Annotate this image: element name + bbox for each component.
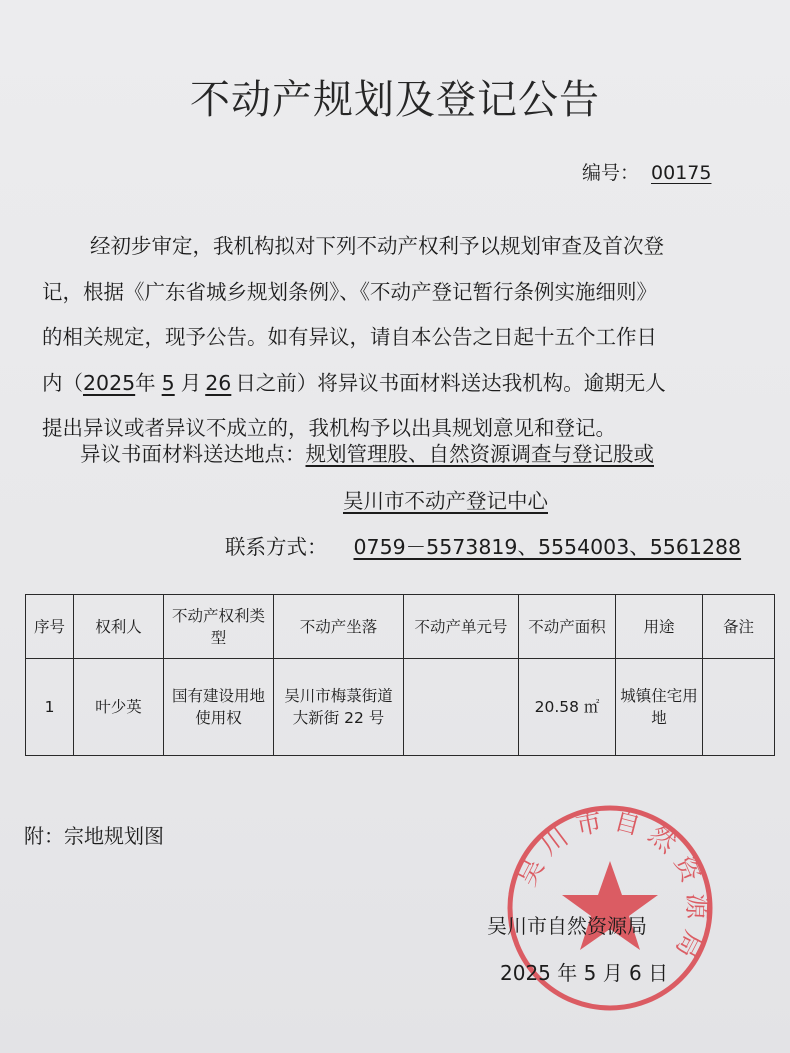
document-number <box>582 158 721 185</box>
deadline-year: 2025 <box>83 370 136 395</box>
body-text: 月 <box>180 370 202 395</box>
cell-owner: 叶少英 <box>74 659 164 756</box>
contact-label: 联系方式： <box>225 535 328 559</box>
header-owner: 权利人 <box>74 595 164 659</box>
table-header-row <box>26 595 775 659</box>
body-text: 年 <box>135 370 156 395</box>
cell-no: 1 <box>26 659 74 756</box>
notice-body <box>42 224 750 452</box>
body-line: 的相关规定，现予公告。如有异议，请自本公告之日起十五个工作日 <box>42 325 657 349</box>
issue-date: 2025 年 5 月 6 日 <box>500 961 669 985</box>
cell-remark <box>703 659 775 756</box>
objection-address-cont <box>343 484 548 514</box>
property-table <box>25 594 775 756</box>
deadline-month: 5 <box>161 370 175 395</box>
body-line: 记，根据《广东省城乡规划条例》、《不动产登记暂行条例实施细则》 <box>42 279 657 304</box>
body-text: 内（ <box>42 370 83 395</box>
cell-usage: 城镇住宅用地 <box>616 659 703 756</box>
contact-info <box>225 530 745 560</box>
page-title: 不动产规划及登记公告 <box>190 77 600 123</box>
objection-place-1: 规划管理股、自然资源调查与登记股或 <box>305 442 654 466</box>
document-number-value: 00175 <box>651 162 712 184</box>
contact-phones: 0759－5573819、5554003、5561288 <box>353 535 742 559</box>
objection-address <box>80 437 654 467</box>
body-line: 提出异议或者异议不成立的，我机构予以出具规划意见和登记。 <box>42 416 616 440</box>
table-row <box>26 659 775 756</box>
body-line: 经初步审定，我机构拟对下列不动产权利予以规划审查及首次登 <box>90 234 664 258</box>
header-remark: 备注 <box>703 595 775 659</box>
header-location: 不动产坐落 <box>274 595 404 659</box>
header-no: 序号 <box>26 595 74 659</box>
cell-right-type: 国有建设用地使用权 <box>164 659 274 756</box>
document-number-label: 编号： <box>582 162 640 184</box>
deadline-day: 26 <box>205 370 232 395</box>
cell-unit-no <box>404 659 519 756</box>
cell-area: 20.58 ㎡ <box>519 659 616 756</box>
body-line-deadline <box>42 361 750 407</box>
header-usage: 用途 <box>616 595 703 659</box>
cell-location: 吴川市梅菉街道大新街 22 号 <box>274 659 404 756</box>
objection-label: 异议书面材料送达地点： <box>80 442 306 466</box>
header-right-type: 不动产权利类型 <box>164 595 274 659</box>
header-unit-no: 不动产单元号 <box>404 595 519 659</box>
seal-text: 吴川市自然资源局 <box>512 805 712 971</box>
body-text: 日之前）将异议书面材料送达我机构。逾期无人 <box>235 370 666 395</box>
issuing-authority: 吴川市自然资源局 <box>487 914 647 938</box>
header-area: 不动产面积 <box>519 595 616 659</box>
objection-place-2: 吴川市不动产登记中心 <box>343 489 548 513</box>
attachment-note: 附：宗地规划图 <box>24 824 164 848</box>
